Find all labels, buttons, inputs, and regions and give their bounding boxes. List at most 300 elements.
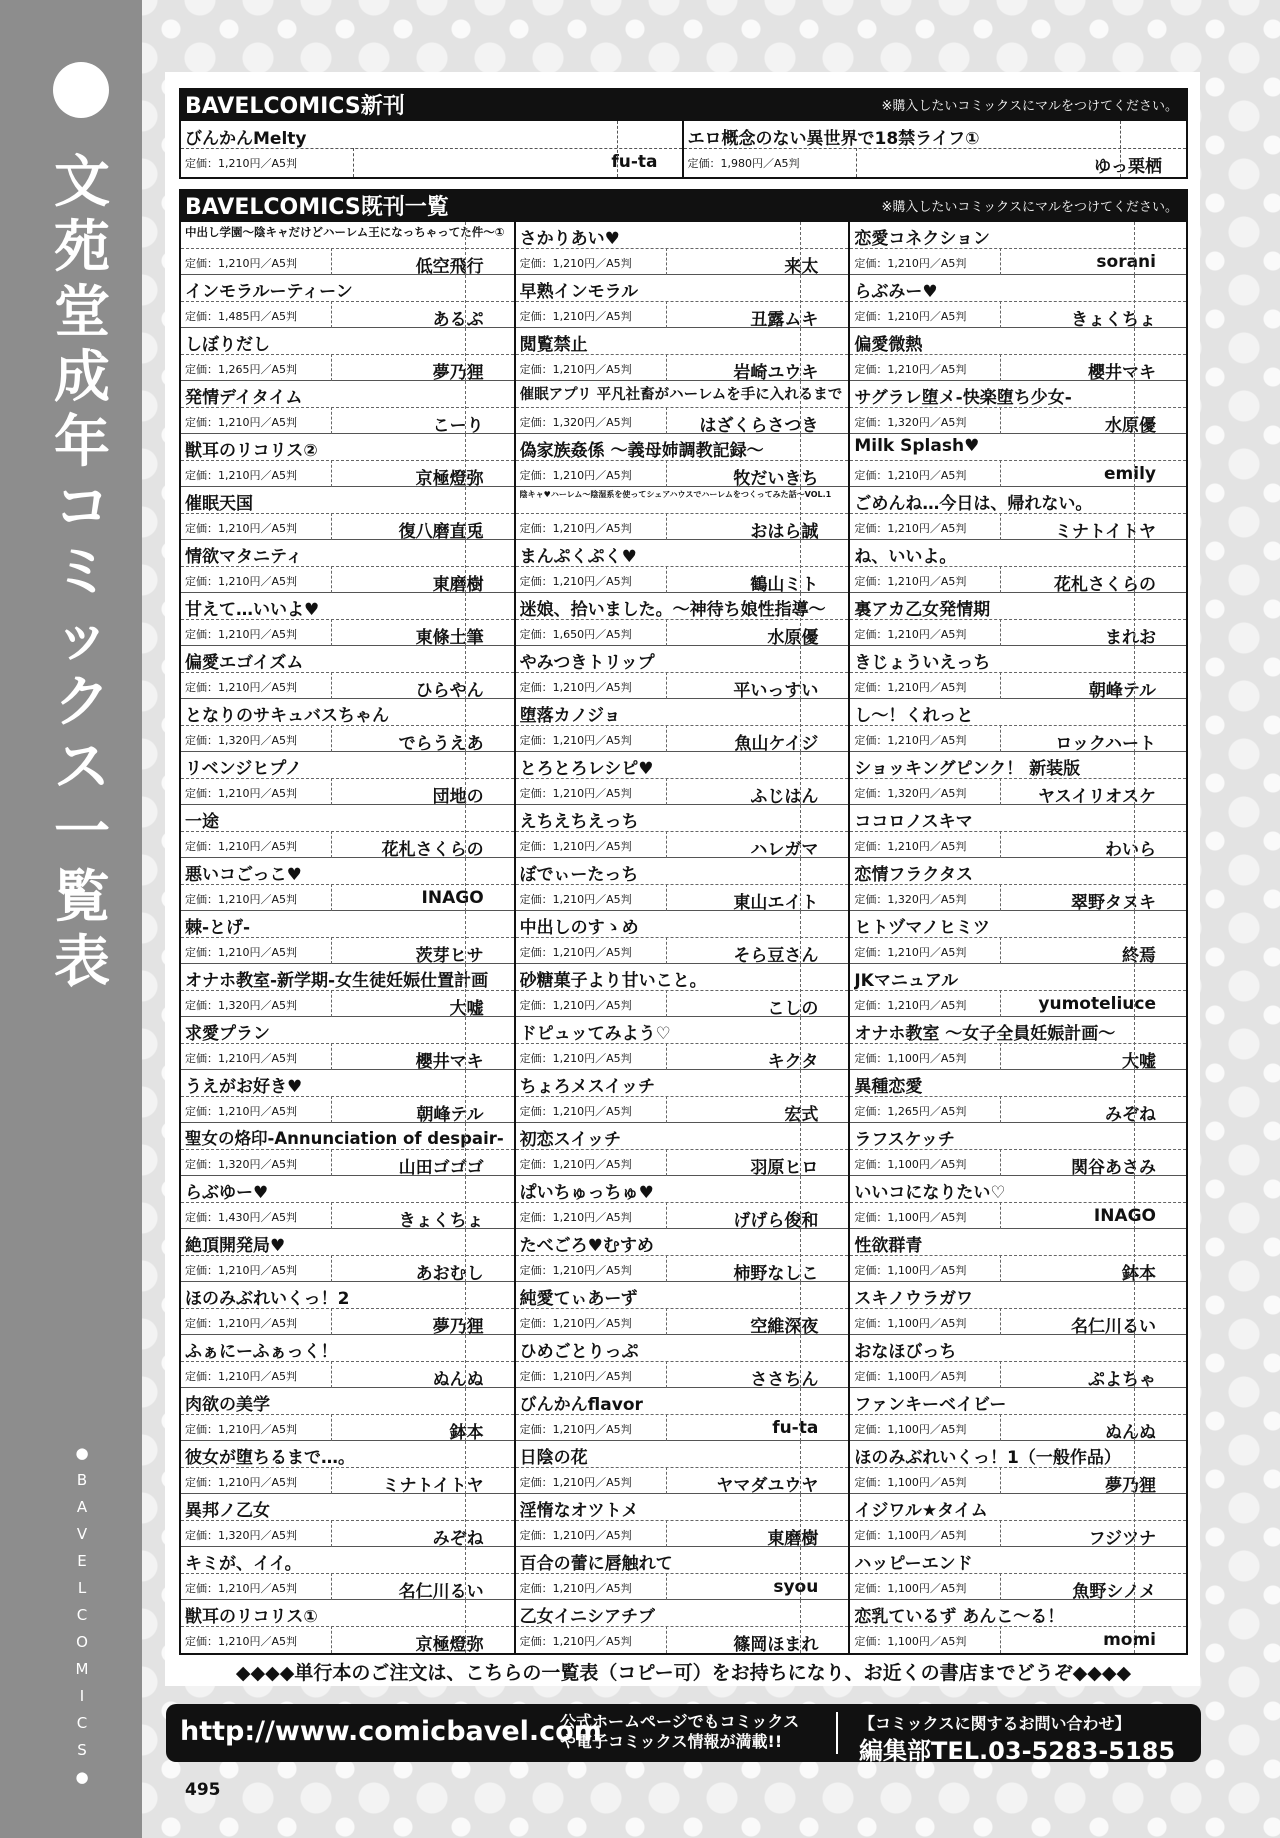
check-box[interactable]	[1134, 858, 1135, 911]
book-title: 純愛てぃあーず	[519, 1289, 638, 1309]
dashed-divider	[516, 1255, 849, 1256]
check-box[interactable]	[1134, 1070, 1135, 1123]
book-title: 中出し学園～陰キャだけどハーレム王になっちゃってた件～①	[185, 225, 505, 239]
backlist-item[interactable]	[850, 1282, 1186, 1335]
backlist-item[interactable]	[181, 487, 514, 540]
check-box[interactable]	[1134, 1494, 1135, 1547]
book-price: 定価：1,210円／A5判	[854, 522, 967, 535]
check-box[interactable]	[465, 1335, 466, 1388]
check-box[interactable]	[800, 275, 801, 328]
check-box[interactable]	[465, 275, 466, 328]
book-author: ひらやん	[415, 681, 484, 701]
side-band	[0, 0, 142, 1838]
check-box[interactable]	[800, 858, 801, 911]
vertical-subtitle	[72, 1440, 92, 1791]
check-box[interactable]	[1134, 805, 1135, 858]
backlist-item[interactable]	[181, 222, 514, 275]
book-price: 定価：1,485円／A5判	[185, 310, 298, 323]
backlist-item[interactable]	[850, 540, 1186, 593]
book-price: 定価：1,210円／A5判	[185, 469, 298, 482]
dashed-divider	[1000, 831, 1001, 858]
subtitle-char: ●	[75, 1768, 89, 1786]
book-price: 定価：1,430円／A5判	[185, 1211, 298, 1224]
check-box[interactable]	[1134, 328, 1135, 381]
new-release-item[interactable]	[684, 121, 1187, 177]
backlist-item[interactable]	[850, 1388, 1186, 1441]
backlist-item[interactable]	[516, 699, 849, 752]
dashed-divider	[181, 248, 514, 249]
dashed-divider	[181, 1626, 514, 1627]
backlist-item[interactable]	[516, 328, 849, 381]
book-title: ショッキングピンク！ 新装版	[854, 759, 1081, 779]
book-author: ぬんぬ	[1105, 1423, 1156, 1443]
book-price: 定価：1,210円／A5判	[519, 1264, 632, 1277]
dashed-divider	[850, 619, 1186, 620]
backlist-item[interactable]	[516, 540, 849, 593]
book-title: とろとろレシピ♥	[519, 759, 654, 779]
book-author: 大嘘	[1122, 1052, 1156, 1072]
check-box[interactable]	[465, 699, 466, 752]
book-title: し～！くれっと	[854, 706, 974, 726]
check-box[interactable]	[800, 911, 801, 964]
book-author: 水原優	[1105, 416, 1156, 436]
book-price: 定価：1,210円／A5判	[854, 363, 967, 376]
backlist-item[interactable]	[850, 752, 1186, 805]
check-box[interactable]	[1134, 1547, 1135, 1600]
check-box[interactable]	[800, 1282, 801, 1335]
backlist-item[interactable]	[181, 1017, 514, 1070]
check-box[interactable]	[800, 434, 801, 487]
backlist-column	[516, 222, 851, 1653]
check-box[interactable]	[1134, 1600, 1135, 1653]
backlist-item[interactable]	[850, 911, 1186, 964]
check-box[interactable]	[465, 1547, 466, 1600]
dashed-divider	[331, 354, 332, 381]
check-box[interactable]	[465, 805, 466, 858]
backlist-item[interactable]	[181, 858, 514, 911]
check-box[interactable]	[465, 858, 466, 911]
check-box[interactable]	[1120, 121, 1121, 177]
dashed-divider	[331, 990, 332, 1017]
check-box[interactable]	[1134, 540, 1135, 593]
backlist-item[interactable]	[181, 1070, 514, 1123]
check-box[interactable]	[800, 328, 801, 381]
backlist-item[interactable]	[516, 1547, 849, 1600]
check-box[interactable]	[1134, 911, 1135, 964]
dashed-divider	[181, 460, 514, 461]
backlist-item[interactable]	[516, 1388, 849, 1441]
check-box[interactable]	[465, 540, 466, 593]
backlist-item[interactable]	[850, 1229, 1186, 1282]
dashed-divider	[1000, 990, 1001, 1017]
book-author: きょくちょ	[398, 1211, 484, 1231]
backlist-item[interactable]	[850, 1600, 1186, 1653]
check-box[interactable]	[1134, 964, 1135, 1017]
backlist-item[interactable]	[181, 805, 514, 858]
check-box[interactable]	[465, 752, 466, 805]
book-title: 絶頂開発局♥	[185, 1236, 286, 1256]
backlist-item[interactable]	[516, 275, 849, 328]
backlist-item[interactable]	[516, 911, 849, 964]
dashed-divider	[181, 1202, 514, 1203]
dashed-divider	[1000, 619, 1001, 646]
book-price: 定価：1,320円／A5判	[185, 999, 298, 1012]
check-box[interactable]	[800, 1229, 801, 1282]
book-author: ふじはん	[750, 787, 819, 807]
dashed-divider	[666, 1308, 667, 1335]
book-title: イジワル★タイム	[854, 1501, 988, 1521]
dashed-divider	[850, 460, 1186, 461]
check-box[interactable]	[1134, 1229, 1135, 1282]
dashed-divider	[516, 513, 849, 514]
check-box[interactable]	[465, 646, 466, 699]
check-box[interactable]	[800, 1547, 801, 1600]
check-box[interactable]	[800, 1123, 801, 1176]
book-author: でらうえあ	[398, 734, 484, 754]
book-price: 定価：1,210円／A5判	[519, 787, 632, 800]
check-box[interactable]	[800, 593, 801, 646]
backlist-item[interactable]	[850, 699, 1186, 752]
book-title: やみつきトリップ	[519, 653, 655, 673]
subtitle-char: A	[76, 1498, 88, 1516]
backlist-item[interactable]	[181, 1123, 514, 1176]
backlist-item[interactable]	[516, 1123, 849, 1176]
check-box[interactable]	[1134, 1123, 1135, 1176]
check-box[interactable]	[1134, 1388, 1135, 1441]
backlist-item[interactable]	[850, 593, 1186, 646]
backlist-item[interactable]	[516, 858, 849, 911]
dashed-divider	[1000, 1096, 1001, 1123]
book-price: 定価：1,210円／A5判	[185, 1105, 298, 1118]
check-box[interactable]	[800, 1600, 801, 1653]
subtitle-char: S	[77, 1741, 87, 1759]
backlist-item[interactable]	[181, 1229, 514, 1282]
backlist-item[interactable]	[516, 593, 849, 646]
backlist-item[interactable]	[516, 1229, 849, 1282]
backlist-item[interactable]	[850, 1494, 1186, 1547]
check-box[interactable]	[465, 1388, 466, 1441]
new-releases-title: BAVELCOMICS新刊	[185, 94, 405, 119]
title-char: ミ	[54, 540, 110, 605]
book-title: らぶみー♥	[854, 282, 938, 302]
check-box[interactable]	[800, 964, 801, 1017]
check-box[interactable]	[800, 222, 801, 275]
dashed-divider	[181, 1308, 514, 1309]
book-price: 定価：1,210円／A5判	[185, 575, 298, 588]
dashed-divider	[1000, 248, 1001, 275]
backlist-item[interactable]	[850, 1441, 1186, 1494]
backlist-item[interactable]	[850, 275, 1186, 328]
backlist-item[interactable]	[850, 328, 1186, 381]
dashed-divider	[516, 460, 849, 461]
check-box[interactable]	[800, 540, 801, 593]
book-price: 定価：1,100円／A5判	[854, 1635, 967, 1648]
dashed-divider	[666, 301, 667, 328]
check-box[interactable]	[800, 1494, 801, 1547]
backlist-item[interactable]	[181, 1547, 514, 1600]
backlist-item[interactable]	[850, 646, 1186, 699]
dashed-divider	[850, 1573, 1186, 1574]
footer-divider	[836, 1712, 838, 1754]
book-price: 定価：1,100円／A5判	[854, 1264, 967, 1277]
book-author: 柿野なしこ	[733, 1264, 819, 1284]
backlist-item[interactable]	[516, 752, 849, 805]
check-box[interactable]	[465, 381, 466, 434]
check-box[interactable]	[465, 911, 466, 964]
dashed-divider	[1000, 1202, 1001, 1229]
dashed-divider	[331, 1149, 332, 1176]
book-author: おはら誠	[750, 522, 819, 542]
dashed-divider	[1000, 884, 1001, 911]
book-price: 定価：1,210円／A5判	[185, 1476, 298, 1489]
backlist-item[interactable]	[516, 805, 849, 858]
check-box[interactable]	[465, 487, 466, 540]
book-author: 東山エイト	[733, 893, 819, 913]
dashed-divider	[850, 1626, 1186, 1627]
book-author: 花札さくらの	[381, 840, 484, 860]
backlist-item[interactable]	[850, 858, 1186, 911]
backlist-item[interactable]	[181, 1335, 514, 1388]
backlist-item[interactable]	[181, 752, 514, 805]
dashed-divider	[181, 725, 514, 726]
book-author: こーり	[432, 416, 484, 436]
backlist-item[interactable]	[516, 1017, 849, 1070]
subtitle-char: I	[79, 1687, 85, 1705]
check-box[interactable]	[800, 487, 801, 540]
check-box[interactable]	[465, 1441, 466, 1494]
check-box[interactable]	[465, 328, 466, 381]
dashed-divider	[181, 990, 514, 991]
book-author: 魚山ケイジ	[734, 734, 819, 754]
book-price: 定価：1,210円／A5判	[519, 1635, 632, 1648]
dashed-divider	[850, 1414, 1186, 1415]
book-author: 翠野タヌキ	[1071, 893, 1156, 913]
new-release-item[interactable]	[181, 121, 684, 177]
book-author: 夢乃狸	[432, 1317, 484, 1337]
dashed-divider	[181, 566, 514, 567]
check-box[interactable]	[1134, 1176, 1135, 1229]
check-box[interactable]	[800, 646, 801, 699]
check-box[interactable]	[465, 1229, 466, 1282]
backlist-item[interactable]	[850, 964, 1186, 1017]
book-price: 定価：1,320円／A5判	[185, 1158, 298, 1171]
backlist-item[interactable]	[850, 805, 1186, 858]
book-price: 定価：1,210円／A5判	[519, 1105, 632, 1118]
book-title: 催眠アプリ 平凡社畜がハーレムを手に入れるまで	[519, 387, 843, 403]
book-title: インモラルーティーン	[185, 282, 353, 302]
book-title: たべごろ♥むすめ	[519, 1236, 654, 1256]
backlist-item[interactable]	[850, 381, 1186, 434]
backlist-item[interactable]	[516, 381, 849, 434]
book-price: 定価：1,320円／A5判	[185, 734, 298, 747]
dashed-divider	[1000, 1573, 1001, 1600]
check-box[interactable]	[465, 1123, 466, 1176]
dashed-divider	[666, 1361, 667, 1388]
dashed-divider	[850, 831, 1186, 832]
dashed-divider	[181, 672, 514, 673]
backlist-item[interactable]	[181, 275, 514, 328]
check-box[interactable]	[1134, 752, 1135, 805]
check-box[interactable]	[1134, 275, 1135, 328]
check-box[interactable]	[800, 1388, 801, 1441]
book-author: 鶴山ミト	[750, 575, 819, 595]
check-box[interactable]	[800, 1441, 801, 1494]
check-box[interactable]	[800, 1176, 801, 1229]
dashed-divider	[850, 990, 1186, 991]
book-price: 定価：1,210円／A5判	[185, 1370, 298, 1383]
book-price: 定価：1,210円／A5判	[519, 1158, 632, 1171]
backlist-item[interactable]	[181, 328, 514, 381]
check-box[interactable]	[1134, 1335, 1135, 1388]
backlist-item[interactable]	[181, 381, 514, 434]
subtitle-char: ●	[75, 1444, 89, 1462]
check-box[interactable]	[800, 805, 801, 858]
backlist-item[interactable]	[181, 540, 514, 593]
book-author: INAGO	[421, 888, 484, 908]
book-price: 定価：1,210円／A5判	[185, 681, 298, 694]
dashed-divider	[666, 1043, 667, 1070]
check-box[interactable]	[617, 121, 618, 177]
check-box[interactable]	[465, 434, 466, 487]
backlist-item[interactable]	[516, 964, 849, 1017]
check-box[interactable]	[1134, 222, 1135, 275]
check-box[interactable]	[465, 1600, 466, 1653]
backlist-item[interactable]	[850, 222, 1186, 275]
book-author: 名仁川るい	[398, 1582, 484, 1602]
backlist-item[interactable]	[850, 1017, 1186, 1070]
book-author: 宏式	[784, 1105, 819, 1125]
book-price: 定価：1,650円／A5判	[519, 628, 632, 641]
backlist-item[interactable]	[516, 1070, 849, 1123]
check-box[interactable]	[1134, 699, 1135, 752]
check-box[interactable]	[1134, 1282, 1135, 1335]
backlist-item[interactable]	[516, 1494, 849, 1547]
book-title: 日陰の花	[519, 1448, 588, 1468]
book-price: 定価：1,210円／A5判	[519, 681, 632, 694]
book-author: 関谷あさみ	[1071, 1158, 1156, 1178]
backlist-item[interactable]	[516, 646, 849, 699]
check-box[interactable]	[800, 1070, 801, 1123]
backlist-item[interactable]	[181, 964, 514, 1017]
check-box[interactable]	[465, 1176, 466, 1229]
backlist-item[interactable]	[516, 1335, 849, 1388]
book-title: 陰キャ♥ハーレム～陰湿系を使ってシェアハウスでハーレムをつくってみた話～VOL.1	[519, 490, 832, 499]
backlist-item[interactable]	[516, 222, 849, 275]
check-box[interactable]	[800, 752, 801, 805]
check-box[interactable]	[1134, 646, 1135, 699]
dashed-divider	[181, 513, 514, 514]
backlist-item[interactable]	[181, 434, 514, 487]
check-box[interactable]	[465, 593, 466, 646]
backlist-item[interactable]	[850, 1547, 1186, 1600]
title-char: 文	[54, 150, 110, 215]
check-box[interactable]	[465, 1017, 466, 1070]
book-title: 淫惰なオツトメ	[519, 1501, 639, 1521]
book-author: ゆっ栗栖	[1094, 157, 1162, 177]
dashed-divider	[850, 1043, 1186, 1044]
website-link[interactable]: http://www.comicbavel.com	[180, 1716, 602, 1747]
backlist-item[interactable]	[516, 434, 849, 487]
backlist-item[interactable]	[516, 1441, 849, 1494]
check-box[interactable]	[1134, 487, 1135, 540]
backlist-item[interactable]	[850, 434, 1186, 487]
book-title: ドピュッてみよう♡	[519, 1024, 671, 1044]
check-box[interactable]	[465, 964, 466, 1017]
backlist-item[interactable]	[181, 1441, 514, 1494]
check-box[interactable]	[800, 1335, 801, 1388]
backlist-item[interactable]	[850, 1176, 1186, 1229]
book-author: 茨芽ヒサ	[415, 946, 484, 966]
book-price: 定価：1,210円／A5判	[854, 999, 967, 1012]
backlist-item[interactable]	[181, 1176, 514, 1229]
book-price: 定価：1,100円／A5判	[854, 1370, 967, 1383]
check-box[interactable]	[1134, 1017, 1135, 1070]
backlist-item[interactable]	[181, 593, 514, 646]
check-box[interactable]	[800, 381, 801, 434]
book-title: びんかんMelty	[185, 129, 307, 149]
backlist-item[interactable]	[181, 1600, 514, 1653]
check-box[interactable]	[1134, 593, 1135, 646]
book-author: みぞね	[432, 1529, 484, 1549]
backlist-item[interactable]	[516, 1600, 849, 1653]
dashed-divider	[331, 1096, 332, 1123]
check-box[interactable]	[465, 1494, 466, 1547]
dashed-divider	[516, 566, 849, 567]
check-box[interactable]	[1134, 381, 1135, 434]
backlist-item[interactable]	[850, 1070, 1186, 1123]
backlist-item[interactable]	[181, 911, 514, 964]
dashed-divider	[516, 354, 849, 355]
book-price: 定価：1,210円／A5判	[185, 946, 298, 959]
check-box[interactable]	[800, 699, 801, 752]
dashed-divider	[666, 566, 667, 593]
backlist-item[interactable]	[181, 1282, 514, 1335]
backlist-item[interactable]	[850, 1335, 1186, 1388]
dashed-divider	[684, 148, 1187, 149]
book-author: 京極燈弥	[415, 1635, 484, 1655]
check-box[interactable]	[465, 1070, 466, 1123]
book-title: 初恋スイッチ	[519, 1130, 621, 1150]
backlist-item[interactable]	[850, 1123, 1186, 1176]
backlist-table	[179, 222, 1188, 1655]
backlist-item[interactable]	[516, 1176, 849, 1229]
check-box[interactable]	[1134, 1441, 1135, 1494]
backlist-item[interactable]	[181, 1388, 514, 1441]
contact-label: 【コミックスに関するお問い合わせ】	[859, 1714, 1131, 1733]
backlist-item[interactable]	[181, 646, 514, 699]
check-box[interactable]	[465, 1282, 466, 1335]
backlist-item[interactable]	[516, 1282, 849, 1335]
dashed-divider	[331, 831, 332, 858]
dashed-divider	[181, 354, 514, 355]
book-title: 偏愛エゴイズム	[185, 653, 304, 673]
backlist-item[interactable]	[516, 487, 849, 540]
check-box[interactable]	[1134, 434, 1135, 487]
book-price: 定価：1,210円／A5判	[854, 734, 967, 747]
check-box[interactable]	[800, 1017, 801, 1070]
book-price: 定価：1,210円／A5判	[185, 157, 298, 170]
backlist-item[interactable]	[850, 487, 1186, 540]
check-box[interactable]	[465, 222, 466, 275]
backlist-item[interactable]	[181, 699, 514, 752]
dashed-divider	[516, 1308, 849, 1309]
book-author: 大嘘	[449, 999, 484, 1019]
dashed-divider	[331, 460, 332, 487]
backlist-item[interactable]	[181, 1494, 514, 1547]
book-author: ミナトイトヤ	[382, 1476, 484, 1496]
dashed-divider	[516, 301, 849, 302]
book-author: こしの	[767, 999, 819, 1019]
